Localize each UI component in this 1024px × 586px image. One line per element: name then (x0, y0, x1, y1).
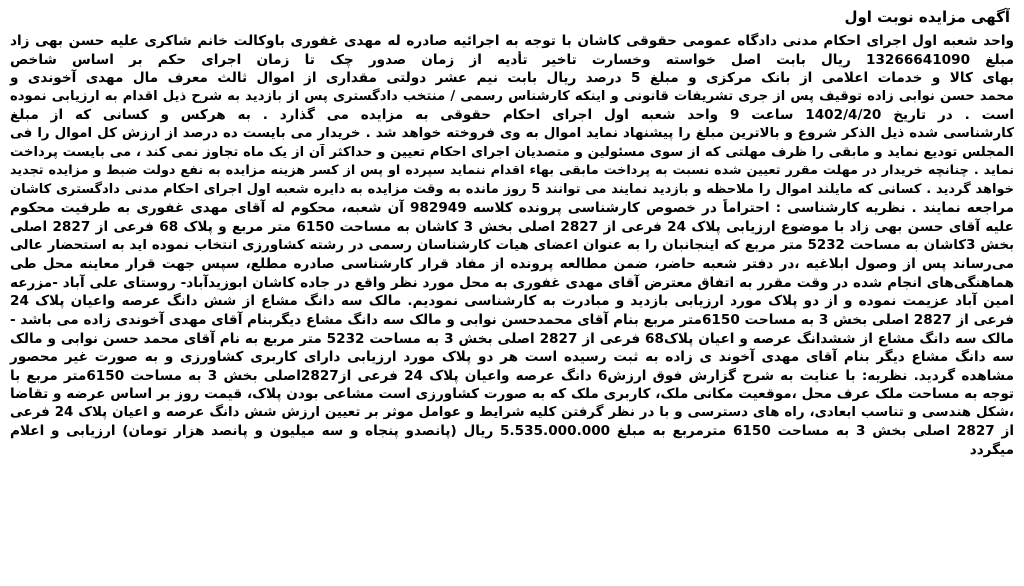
notice-line: است . در تاریخ 1402/4/20 ساعت 9 واحد شعبه اول اجرای احکام حقوقی به مزایده می گذارد . به هرکس و کسانی که از مبلغ (10, 107, 1014, 124)
notice-line: مراجعه نمایند . نظریه کارشناسی : احتراماً در خصوص کارشناسی پرونده کلاسه 982949 آن شعبه، محکوم له آقای مهدی غفوری به طرفیت محکوم (10, 200, 1014, 217)
notice-line: محمد حسن نوابی زاده توقیف پس از جری تشریفات قانونی و اینکه کارشناس رسمی / منتخب دادگستری پس از بازدید به شرح ذیل اقدام به ارزیابی نموده (10, 88, 1014, 104)
notice-line: مشاهده گردید. نظریه: با عنایت به شرح گزارش فوق ارزش6 دانگ عرصه واعیان پلاک 24 فرعی از2827اصلی بخش 3 به مساحت 6150متر مربع با (10, 367, 1014, 384)
notice-line: کارشناسی شده ذیل الذکر شروع و بالاترین مبلغ را پیشنهاد نماید اموال به وی فروخته خواهد شد . خریدار می بایست ده درصد از ارزش کل اموال را فی (10, 125, 1014, 141)
notice-line: بهای کالا و خدمات اعلامی از بانک مرکزی و مبلغ 5 درصد ریال بابت نیم عشر دولتی مقداری از اموال ثالث معرف مال مهدی آخوندی و (10, 70, 1014, 87)
notice-line: از 2827 اصلی بخش 3 به مساحت 6150 مترمربع به مبلغ 5.535.000.000 ریال (پانصدو پنجاه و سه میلیون و پانصد هزار تومان) ارزیابی و اعلام (10, 423, 1015, 440)
notice-body (8, 32, 1016, 460)
notice-line: فرعی از 2827 اصلی بخش 3 به مساحت 6150متر مربع بنام آقای محمدحسن نوابی و مالک سه دانگ مشاع دیگربنام آقای مهدی آخوندی زاده می باشد - (10, 311, 1014, 328)
notice-line: امین آباد عزیمت نموده و از دو پلاک مورد ارزیابی بازدید و مبادرت به کارشناسی نمودیم. مالک سه دانگ مشاع از شش دانگ عرصه واعیان پلاک 24 (10, 293, 1014, 310)
notice-line: بخش 3کاشان به مساحت 5232 متر مربع که اینجانبان را به عنوان اعضای هیات کارشناسان رسمی در رشته کشاورزی انتخاب نموده اید به استحضار عالی (10, 237, 1014, 253)
notice-line: هماهنگی‌های انجام شده در وقت مقرر به اتفاق معترض آقای مهدی غفوری به محل مورد نظر واقع در جاده کاشان ابوزیدآباد- روستای علی آباد -مزرعه (10, 274, 1014, 291)
notice-line: مالک سه دانگ مشاع از ششدانگ عرصه و اعیان پلاک68 فرعی از 2827 اصلی بخش 3 به مساحت 5232 متر مربع به نام آقای محمد حسن نوابی و مالک (10, 330, 1014, 347)
notice-line: واحد شعبه اول اجرای احکام مدنی دادگاه عمومی حقوقی کاشان با توجه به اجرائیه صادره له مهدی غفوری باوکالت خانم شاکری علیه حسن بهی زاد (10, 33, 1014, 49)
notice-line: خواهد گردید . کسانی که مایلند اموال را ملاحظه و بازدید نمایند می توانند 5 روز مانده به وقت مزایده به دایره شعبه اول اجرای احکام مدنی دادگستری کاشان (10, 181, 1014, 197)
notice-line: مبلغ 13266641090 ریال بابت اصل خواسته وخسارت تاخیر تأدیه از زمان صدور چک تا زمان اجرای حکم بر اساس شاخص (10, 51, 1014, 68)
notice-line: میگردد (969, 442, 1014, 459)
notice-line: علیه آقای حسن بهی زاد با موضوع ارزیابی پلاک 24 فرعی از 2827 اصلی بخش 3 کاشان به مساحت 6150 متر مربع و پلاک 68 فرعی از 2827 اصلی (10, 218, 1014, 235)
notice-line: سه دانگ مشاع دیگر بنام آقای مهدی آخوند ی زاده به ثبت رسیده است هر دو پلاک مورد ارزیابی دارای کاربری کشاورزی و به صورت غیر محصور (10, 349, 1014, 366)
notice-line: نماید . چنانچه خریدار در مهلت مقرر تعیین شده نسبت به پرداخت مابقی بهاء اقدام ننماید سپرده او پس از کسر هزینه مزایده به نفع دولت ضبط و مزایده تجدید (10, 163, 1014, 179)
notice-line: المجلس تودیع نماید و مابقی را ظرف مهلتی که از سوی مسئولین و متصدیان اجرای احکام تعیین و حداکثر آن از یک ماه تجاوز نمی کند ، می بایست پرداخت (10, 144, 1014, 160)
notice-line: توجه به مساحت ملک عرف محل ،موقعیت مکانی ملک، کاربری ملک که به صورت کشاورزی است مشاعی بودن پلاک، قیمت روز بر اساس عرضه و تقاضا (10, 386, 1014, 403)
notice-line: ،شکل هندسی و تناسب ابعادی، راه های دسترسی و با در نظر گرفتن کلیه شرایط و عوامل موثر بر تعیین ارزش شش دانگ عرصه و اعیان پلاک 24 فرعی (10, 404, 1014, 420)
notice-line: می‌رساند پس از وصول ابلاغیه ،در دفتر شعبه حاضر، ضمن مطالعه پرونده از مفاد قرار کارشناسی صادره مطلع، سپس جهت قرار معاینه محل طی (10, 256, 1014, 273)
notice-title: آگهی مزایده نوبت اول (844, 8, 1010, 26)
